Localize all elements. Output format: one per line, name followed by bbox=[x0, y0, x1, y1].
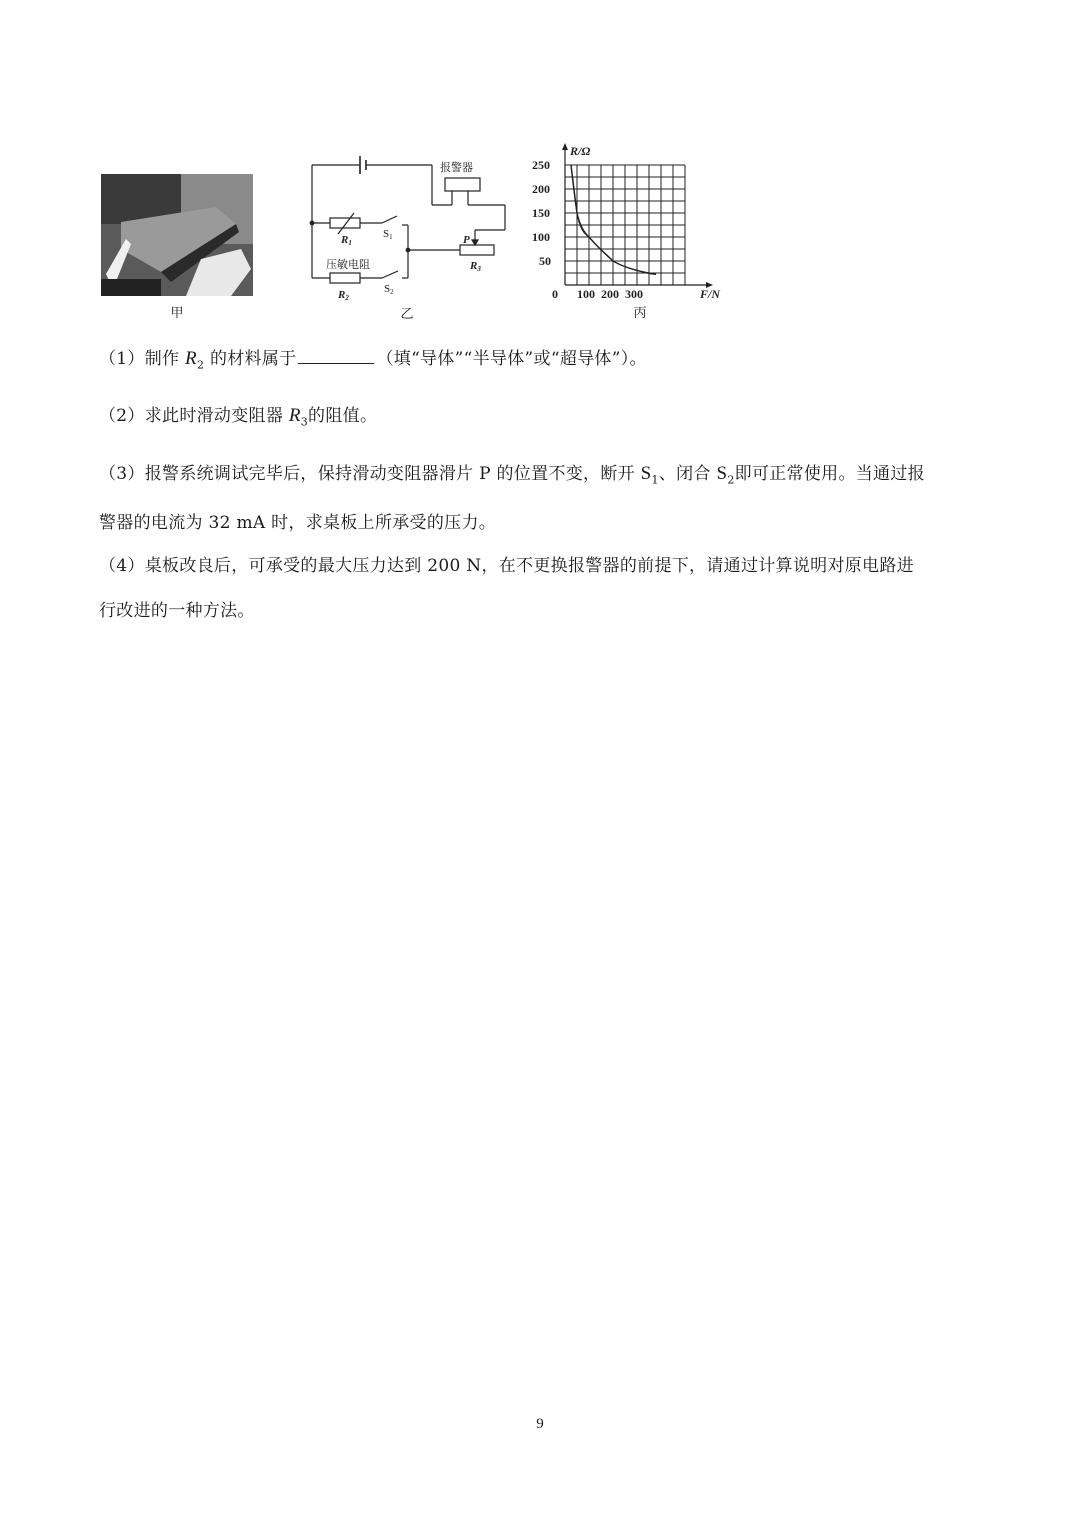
svg-text:P: P bbox=[463, 234, 470, 246]
svg-text:R2: R2 bbox=[338, 289, 349, 300]
svg-text:50: 50 bbox=[539, 254, 551, 268]
svg-text:S2: S2 bbox=[384, 283, 394, 296]
svg-text:200: 200 bbox=[601, 287, 619, 301]
question-3-line-2: 警器的电流为 32 mA 时，求桌板上所承受的压力。 bbox=[99, 513, 497, 533]
svg-text:R1: R1 bbox=[341, 234, 352, 247]
resistance-force-graph bbox=[530, 138, 730, 308]
switch-s2 bbox=[382, 271, 398, 278]
r1-variable-resistor bbox=[330, 218, 360, 228]
r2-pressure-resistor bbox=[330, 273, 360, 283]
svg-text:150: 150 bbox=[532, 206, 550, 220]
svg-text:0: 0 bbox=[552, 287, 558, 301]
question-2: （2）求此时滑动变阻器 $R_3$的阻值。 bbox=[99, 405, 378, 429]
desk-photo-image bbox=[101, 174, 253, 296]
svg-text:200: 200 bbox=[532, 182, 550, 196]
svg-text:100: 100 bbox=[532, 230, 550, 244]
svg-text:R3: R3 bbox=[470, 260, 481, 273]
circuit-diagram bbox=[300, 150, 520, 300]
answer-blank[interactable] bbox=[298, 349, 374, 364]
svg-text:300: 300 bbox=[625, 287, 643, 301]
question-3-line-1: （3）报警系统调试完毕后，保持滑动变阻器滑片 P 的位置不变，断开 $S_1$、闭合 $S_2$即可正常使用。当通过报 bbox=[99, 463, 925, 487]
x-axis-label: F/N bbox=[700, 287, 721, 301]
svg-text:250: 250 bbox=[532, 158, 550, 172]
svg-text:S1: S1 bbox=[383, 228, 393, 241]
circuit-caption: 乙 bbox=[400, 307, 414, 322]
photo-figure bbox=[101, 174, 253, 296]
switch-s1 bbox=[382, 216, 397, 223]
svg-text:100: 100 bbox=[577, 287, 595, 301]
question-4-line-1: （4）桌板改良后，可承受的最大压力达到 200 N，在不更换报警器的前提下，请通过计算说明对原电路进 bbox=[99, 556, 914, 576]
photo-caption: 甲 bbox=[170, 306, 184, 321]
graph-caption: 丙 bbox=[633, 306, 647, 321]
alarm-box bbox=[445, 178, 480, 191]
y-axis-label: R/Ω bbox=[570, 144, 591, 158]
question-4-line-2: 行改进的一种方法。 bbox=[99, 601, 255, 621]
r3-slider-resistor bbox=[460, 245, 494, 255]
piezo-label: 压敏电阻 bbox=[326, 259, 370, 271]
alarm-label: 报警器 bbox=[440, 162, 473, 174]
question-1: （1）制作 $R_2$ 的材料属于 （填“导体”“半导体”或“超导体”）。 bbox=[99, 348, 647, 372]
page-number: 9 bbox=[536, 1416, 544, 1432]
